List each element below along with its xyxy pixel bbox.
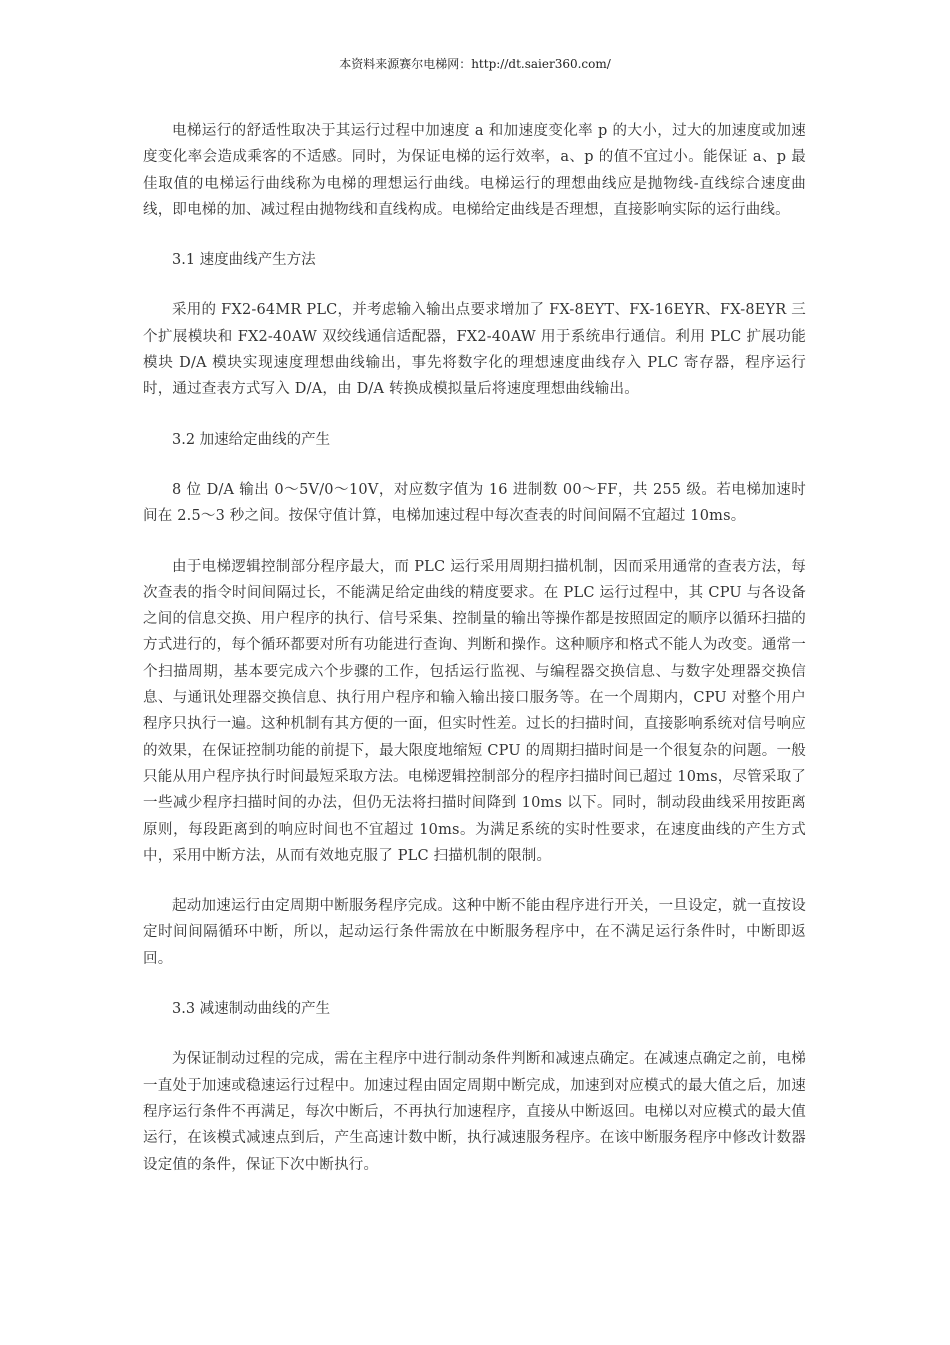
page-header: 本资料来源赛尔电梯网：http://dt.saier360.com/ bbox=[339, 57, 611, 71]
document-body bbox=[143, 118, 806, 1202]
paragraph-da-output: 8 位 D/A 输出 0～5V/0～10V，对应数字值为 16 进制数 00～FF，共 255 级。若电梯加速时间在 2.5～3 秒之间。按保守值计算，电梯加速过程中每次查表的时间间隔不宜超过 10ms。 bbox=[143, 481, 806, 525]
section-heading-3-2: 3.2 加速给定曲线的产生 bbox=[172, 431, 331, 448]
paragraph-ideal-curve: 电梯运行的舒适性取决于其运行过程中加速度 a 和加速度变化率 p 的大小，过大的加速度或加速度变化率会造成乘客的不适感。同时，为保证电梯的运行效率，a、p 的值不宜过小。能保证 a、p 最佳取值的电梯运行曲线称为电梯的理想运行曲线。电梯运行的理想曲线应是抛物线-直线综合速度曲线，即电梯的加、减过程由抛物线和直线构成。电梯给定曲线是否理想，直接影响实际的运行曲线。 bbox=[143, 123, 806, 218]
paragraph-braking: 为保证制动过程的完成，需在主程序中进行制动条件判断和减速点确定。在减速点确定之前，电梯一直处于加速或稳速运行过程中。加速过程由固定周期中断完成，加速到对应模式的最大值之后，加速程序运行条件不再满足，每次中断后，不再执行加速程序，直接从中断返回。电梯以对应模式的最大值运行，在该模式减速点到后，产生高速计数中断，执行减速服务程序。在该中断服务程序中修改计数器设定值的条件，保证下次中断执行。 bbox=[143, 1051, 806, 1173]
paragraph-plc-modules: 采用的 FX2-64MR PLC，并考虑输入输出点要求增加了 FX-8EYT、FX-16EYR、FX-8EYR 三个扩展模块和 FX2-40AW 双绞线通信适配器，FX2-40AW 用于系统串行通信。利用 PLC 扩展功能模块 D/A 模块实现速度理想曲线输出，事先将数字化的理想速度曲线存入 PLC 寄存器，程序运行时，通过查表方式写入 D/A，由 D/A 转换成模拟量后将速度理想曲线输出。 bbox=[143, 302, 806, 398]
paragraph-scan-cycle: 由于电梯逻辑控制部分程序最大，而 PLC 运行采用周期扫描机制，因而采用通常的查表方法，每次查表的指令时间间隔过长，不能满足给定曲线的精度要求。在 PLC 运行过程中，其 CPU 与各设备之间的信息交换、用户程序的执行、信号采集、控制量的输出等操作都是按照固定的顺序以循环扫描的方式进行的，每个循环都要对所有功能进行查询、判断和操作。这种顺序和格式不能人为改变。通常一个扫描周期，基本要完成六个步骤的工作，包括运行监视、与编程器交换信息、与数字处理器交换信息、与通讯处理器交换信息、执行用户程序和输入输出接口服务等。在一个周期内，CPU 对整个用户程序只执行一遍。这种机制有其方便的一面，但实时性差。过长的扫描时间，直接影响系统对信号响应的效果，在保证控制功能的前提下，最大限度地缩短 CPU 的周期扫描时间是一个很复杂的问题。一般只能从用户程序执行时间最短采取方法。电梯逻辑控制部分的程序扫描时间已超过 10ms，尽管采取了一些减少程序扫描时间的办法，但仍无法将扫描时间降到 10ms 以下。同时，制动段曲线采用按距离原则，每段距离到的响应时间也不宜超过 10ms。为满足系统的实时性要求，在速度曲线的产生方式中，采用中断方法，从而有效地克服了 PLC 扫描机制的限制。 bbox=[143, 558, 806, 864]
section-heading-3-3: 3.3 减速制动曲线的产生 bbox=[172, 1001, 331, 1018]
section-heading-3-1: 3.1 速度曲线产生方法 bbox=[172, 252, 316, 269]
paragraph-timed-interrupt: 起动加速运行由定周期中断服务程序完成。这种中断不能由程序进行开关，一旦设定，就一直按设定时间间隔循环中断，所以，起动运行条件需放在中断服务程序中，在不满足运行条件时，中断即返回。 bbox=[143, 898, 806, 967]
